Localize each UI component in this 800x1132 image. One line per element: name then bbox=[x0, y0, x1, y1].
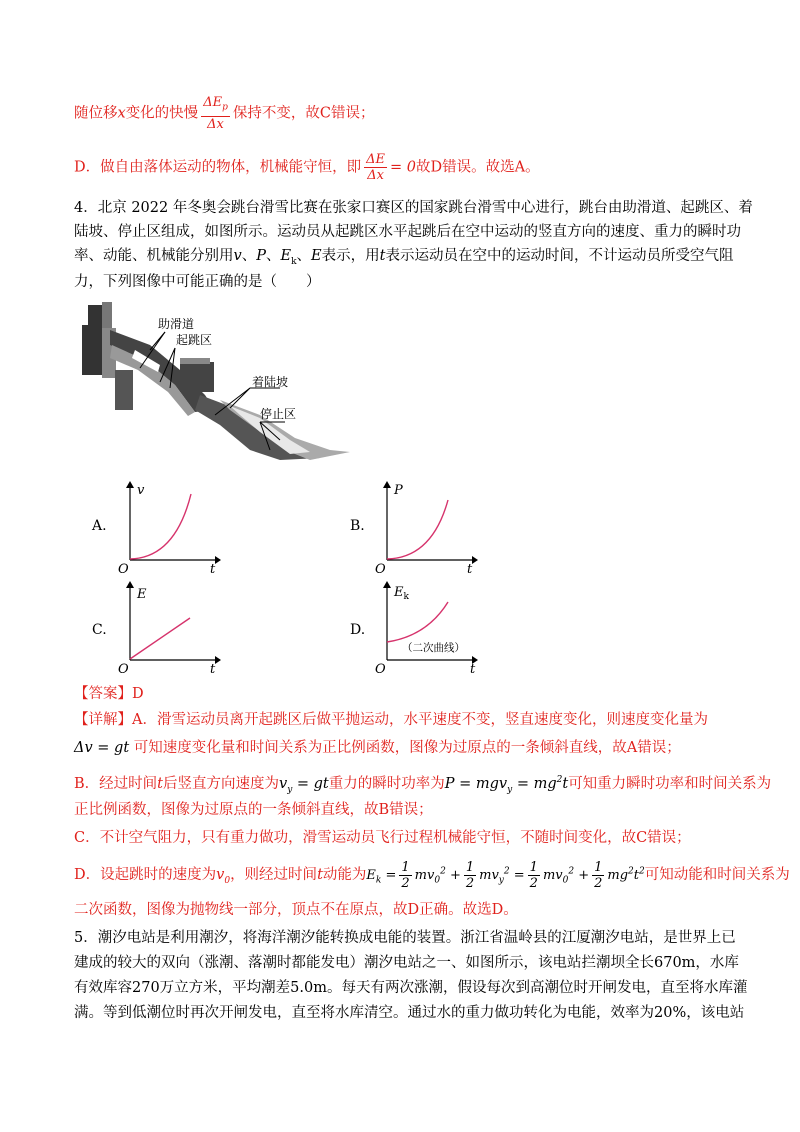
detail-d-line-1 bbox=[74, 860, 790, 891]
detail-b-line-2: 正比例函数，图像为过原点的一条倾斜直线，故B错误； bbox=[74, 802, 433, 818]
eq-sup: 2 bbox=[556, 775, 563, 785]
q4-line-1: 4．北京 2022 年冬奥会跳台滑雪比赛在张家口赛区的国家跳台滑雪中心进行，跳台由助滑道、起跳区、着 bbox=[74, 200, 753, 216]
equation: = 0 bbox=[390, 159, 416, 176]
fraction bbox=[364, 152, 387, 183]
x-label-t: t bbox=[470, 662, 476, 675]
text: 后竖直方向速度为 bbox=[162, 775, 279, 792]
label-takeoff: 起跳区 bbox=[176, 333, 213, 347]
prev-line-2 bbox=[74, 152, 540, 183]
answer-line: 【答案】D bbox=[74, 686, 144, 702]
y-label-p: P bbox=[394, 483, 403, 498]
detail-b-line-1 bbox=[74, 770, 771, 800]
frac-num: ΔE bbox=[366, 152, 386, 167]
x-label-t: t bbox=[467, 562, 473, 575]
q5-line-4: 满。等到低潮位时再次开闸发电，直至将水库清空。通过水的重力做功转化为电能，效率为20%，该电站 bbox=[74, 1005, 745, 1021]
text: 随位移 bbox=[74, 105, 118, 122]
frac-den: Δx bbox=[367, 168, 384, 183]
label-inrun: 助滑道 bbox=[158, 317, 195, 331]
detail-a-line-2 bbox=[74, 738, 681, 758]
option-d-graph bbox=[372, 580, 492, 675]
text: 重力的瞬时功率为 bbox=[328, 775, 445, 792]
q5-line-3: 有效库容270万立方米，平均潮差5.0m。每天有两次涨潮，假设每次到高潮位时开闸发电，直至将水库灌 bbox=[74, 980, 748, 996]
var-ek: E bbox=[280, 248, 292, 264]
prev-line-1 bbox=[74, 95, 374, 132]
sep: 、 bbox=[296, 248, 312, 264]
eq-part: t bbox=[562, 775, 569, 792]
y-label-ek bbox=[393, 585, 410, 602]
var-v0 bbox=[216, 867, 231, 886]
eq-part: v bbox=[278, 775, 288, 792]
eq-part: P = mgv bbox=[444, 775, 508, 792]
ek-sub: k bbox=[403, 592, 409, 602]
var-p: P bbox=[256, 248, 266, 264]
text: ，则经过时间 bbox=[230, 867, 318, 883]
eq-part: = mg bbox=[512, 775, 557, 792]
text: 可知动能和时间关系为 bbox=[644, 867, 790, 883]
text: 故D错误。故选A。 bbox=[416, 159, 540, 176]
text: 动能为 bbox=[322, 867, 367, 883]
q5-line-1: 5．潮汐电站是利用潮汐，将海洋潮汐能转换成电能的装置。浙江省温岭县的江厦潮汐电站，是世界上已 bbox=[74, 930, 736, 946]
fraction bbox=[201, 95, 230, 132]
text: D．设起跳时的速度为 bbox=[74, 867, 217, 883]
label-stop: 停止区 bbox=[260, 407, 297, 421]
equation: Δv = gt bbox=[74, 740, 130, 756]
option-d-letter: D. bbox=[350, 622, 366, 638]
ek-main: E bbox=[394, 585, 404, 600]
detail-a-line-1: 【详解】A．滑雪运动员离开起跳区后做平抛运动，水平速度不变，竖直速度变化，则速度变化量为 bbox=[74, 712, 708, 728]
text: x bbox=[117, 105, 126, 122]
equation-vy bbox=[278, 775, 329, 795]
y-label-e: E bbox=[137, 587, 147, 602]
var-t: t bbox=[157, 775, 163, 792]
var-t: t bbox=[379, 248, 386, 264]
text: 保持不变，故C错误； bbox=[232, 105, 375, 122]
q4-line-3 bbox=[74, 246, 733, 272]
frac-num: ΔE bbox=[203, 95, 223, 110]
option-b-letter: B. bbox=[350, 518, 365, 534]
text: 率、动能、机械能分别用 bbox=[74, 248, 234, 264]
q4-line-2: 陆坡、停止区组成，如图所示。运动员从起跳区水平起跳后在空中运动的竖直方向的速度、重力的瞬时功 bbox=[74, 224, 741, 240]
x-label-t: t bbox=[210, 662, 216, 675]
sub: k bbox=[291, 256, 297, 267]
eq-sub: y bbox=[287, 784, 293, 795]
equation-ek: $E_k$ = $\frac{1}{2}$ $mv_0^2$ + $\frac{1}{2}$ $mv_y^2$ = $\frac{1}{2}$ $mv_0^2$ + $\frac{1}{2}$ $mg^2t^2$ bbox=[366, 860, 645, 891]
equation-p bbox=[444, 775, 569, 795]
text: 表示运动员在空中的运动时间，不计运动员所受空气阻 bbox=[385, 248, 734, 264]
option-b-graph bbox=[372, 480, 482, 575]
var-t: t bbox=[317, 867, 323, 883]
option-c-graph bbox=[115, 580, 225, 675]
detail-d-line-2: 二次函数，图像为抛物线一部分，顶点不在原点，故D正确。故选D。 bbox=[74, 902, 518, 918]
text: 表示，用 bbox=[321, 248, 380, 264]
origin: O bbox=[118, 562, 129, 575]
text: D．做自由落体运动的物体，机械能守恒，即 bbox=[74, 159, 362, 176]
var-e: E bbox=[311, 248, 322, 264]
y-label-v: v bbox=[137, 483, 145, 498]
v0-sub: 0 bbox=[224, 875, 231, 886]
origin: O bbox=[118, 662, 129, 675]
option-a-letter: A. bbox=[92, 518, 107, 534]
x-label-t: t bbox=[210, 562, 216, 575]
eq-sub: y bbox=[507, 784, 513, 795]
frac-den: Δx bbox=[207, 116, 224, 132]
q5-line-2: 建成的较大的双向（涨潮、落潮时都能发电）潮汐电站之一、如图所示，该电站拦潮坝全长670m，水库 bbox=[74, 955, 739, 971]
text: B．经过时间 bbox=[74, 775, 158, 792]
origin: O bbox=[375, 662, 386, 675]
option-c-letter: C. bbox=[92, 622, 107, 638]
frac-sub: p bbox=[222, 102, 228, 113]
text: 可知速度变化量和时间关系为正比例函数，图像为过原点的一条倾斜直线，故A错误； bbox=[133, 740, 681, 756]
detail-c-line: C．不计空气阻力，只有重力做功，滑雪运动员飞行过程机械能守恒，不随时间变化，故C错误； bbox=[74, 830, 691, 846]
label-landing: 着陆坡 bbox=[252, 375, 289, 389]
var-v: v bbox=[233, 248, 242, 264]
sep: 、 bbox=[265, 248, 281, 264]
text: 可知重力瞬时功率和时间关系为 bbox=[568, 775, 772, 792]
curve-note: （二次曲线） bbox=[402, 642, 465, 654]
origin: O bbox=[375, 562, 386, 575]
text: 变化的快慢 bbox=[125, 105, 199, 122]
ski-jump-figure bbox=[80, 300, 360, 465]
v0: v bbox=[216, 867, 225, 883]
q4-line-4: 力，下列图像中可能正确的是（ ） bbox=[74, 274, 321, 290]
sep: 、 bbox=[241, 248, 257, 264]
option-a-graph bbox=[115, 480, 225, 575]
eq-part: = gt bbox=[292, 775, 329, 792]
